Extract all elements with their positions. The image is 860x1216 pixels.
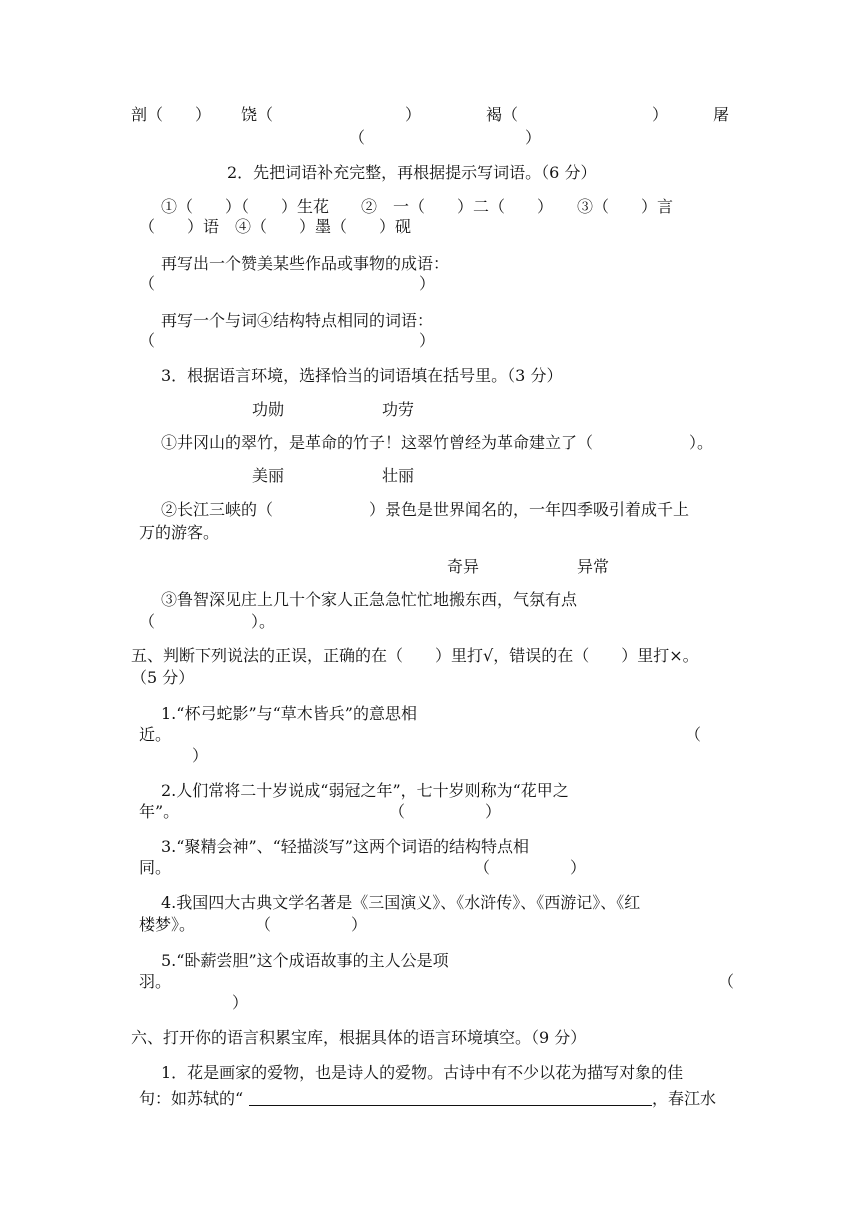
question-2-prompt-2: 再写一个与词④结构特点相同的词语： [161, 311, 434, 330]
option-meili: 美丽 [252, 466, 285, 485]
question-2-line-2: （ ）语 ④（ ）墨（ ）砚 [139, 217, 412, 236]
row1-char-tu: 屠 [713, 105, 730, 124]
sentence-2-line-1: ②长江三峡的（ ）景色是世界闻名的，一年四季吸引着成千上 [161, 500, 690, 519]
row1-char-rao-close: ） [405, 105, 422, 124]
sentence-1: ①井冈山的翠竹，是革命的竹子！这翠竹曾经为革命建立了（ ）。 [161, 433, 714, 452]
answer-paren-close: ） [419, 274, 436, 293]
option-qiyi: 奇异 [447, 557, 480, 576]
statement-2-line-2: 年”。 [139, 802, 180, 821]
statement-1-line-2: 近。 [139, 725, 172, 744]
section-6-para-1-line-2-start: 句：如苏轼的“ [139, 1089, 244, 1108]
fill-in-blank-line[interactable] [249, 1105, 652, 1106]
answer-paren-open: （ [718, 972, 735, 991]
option-zhuangli: 壮丽 [382, 466, 415, 485]
row1-char-pou: 剖（ ） [131, 105, 212, 124]
row1-char-he-close: ） [652, 105, 669, 124]
question-2-line-1: ①（ ）（ ）生花 ② 一（ ）二（ ） ③（ ）言 [161, 197, 674, 216]
option-yichang: 异常 [577, 557, 610, 576]
statement-3-line-1: 3.“聚精会神”、“轻描淡写”这两个词语的结构特点相 [161, 837, 529, 856]
statement-5-line-1: 5.“卧薪尝胆”这个成语故事的主人公是项 [161, 951, 449, 970]
section-5-title: 五、判断下列说法的正误，正确的在（ ）里打√，错误的在（ ）里打×。 [131, 646, 699, 665]
statement-2-line-1: 2.人们常将二十岁说成“弱冠之年”，七十岁则称为“花甲之 [161, 781, 569, 800]
answer-parens: （ ） [389, 802, 502, 821]
section-5-score: （5 分） [131, 668, 195, 687]
sentence-3-line-2: （ ）。 [139, 612, 276, 631]
sentence-3-line-1: ③鲁智深见庄上几十个家人正急急忙忙地搬东西，气氛有点 [161, 590, 578, 609]
statement-4-line-2: 楼梦》。 [139, 915, 196, 934]
statement-3-line-2: 同。 [139, 858, 172, 877]
question-3-title: 3．根据语言环境，选择恰当的词语填在括号里。（3 分） [161, 366, 563, 385]
answer-paren-open: （ [139, 331, 156, 350]
row1-char-he: 褐（ [486, 105, 519, 124]
section-6-para-1-line-2-end: ，春江水 [652, 1089, 717, 1108]
answer-paren-close: ） [192, 746, 209, 765]
row1-char-tu-paren: （ ） [349, 128, 542, 147]
sentence-2-line-2: 万的游客。 [139, 523, 220, 542]
question-2-title: 2．先把词语补充完整，再根据提示写词语。（6 分） [227, 163, 597, 182]
statement-4-line-1: 4.我国四大古典文学名著是《三国演义》、《水浒传》、《西游记》、《红 [161, 893, 641, 912]
answer-paren-close: ） [419, 331, 436, 350]
statement-1-line-1: 1.“杯弓蛇影”与“草木皆兵”的意思相 [161, 704, 417, 723]
question-2-prompt-1: 再写出一个赞美某些作品或事物的成语： [161, 254, 450, 273]
option-gongxun: 功勋 [252, 400, 285, 419]
statement-5-line-2: 羽。 [139, 972, 172, 991]
answer-parens: （ ） [255, 915, 368, 934]
row1-char-rao: 饶（ [241, 105, 274, 124]
answer-paren-open: （ [139, 274, 156, 293]
option-gonglao: 功劳 [382, 400, 415, 419]
answer-parens: （ ） [474, 858, 587, 877]
answer-paren-open: （ [685, 725, 702, 744]
section-6-para-1-line-1: 1．花是画家的爱物，也是诗人的爱物。古诗中有不少以花为描写对象的佳 [161, 1063, 684, 1082]
answer-paren-close: ） [232, 993, 249, 1012]
section-6-title: 六、打开你的语言积累宝库，根据具体的语言环境填空。（9 分） [131, 1028, 587, 1047]
